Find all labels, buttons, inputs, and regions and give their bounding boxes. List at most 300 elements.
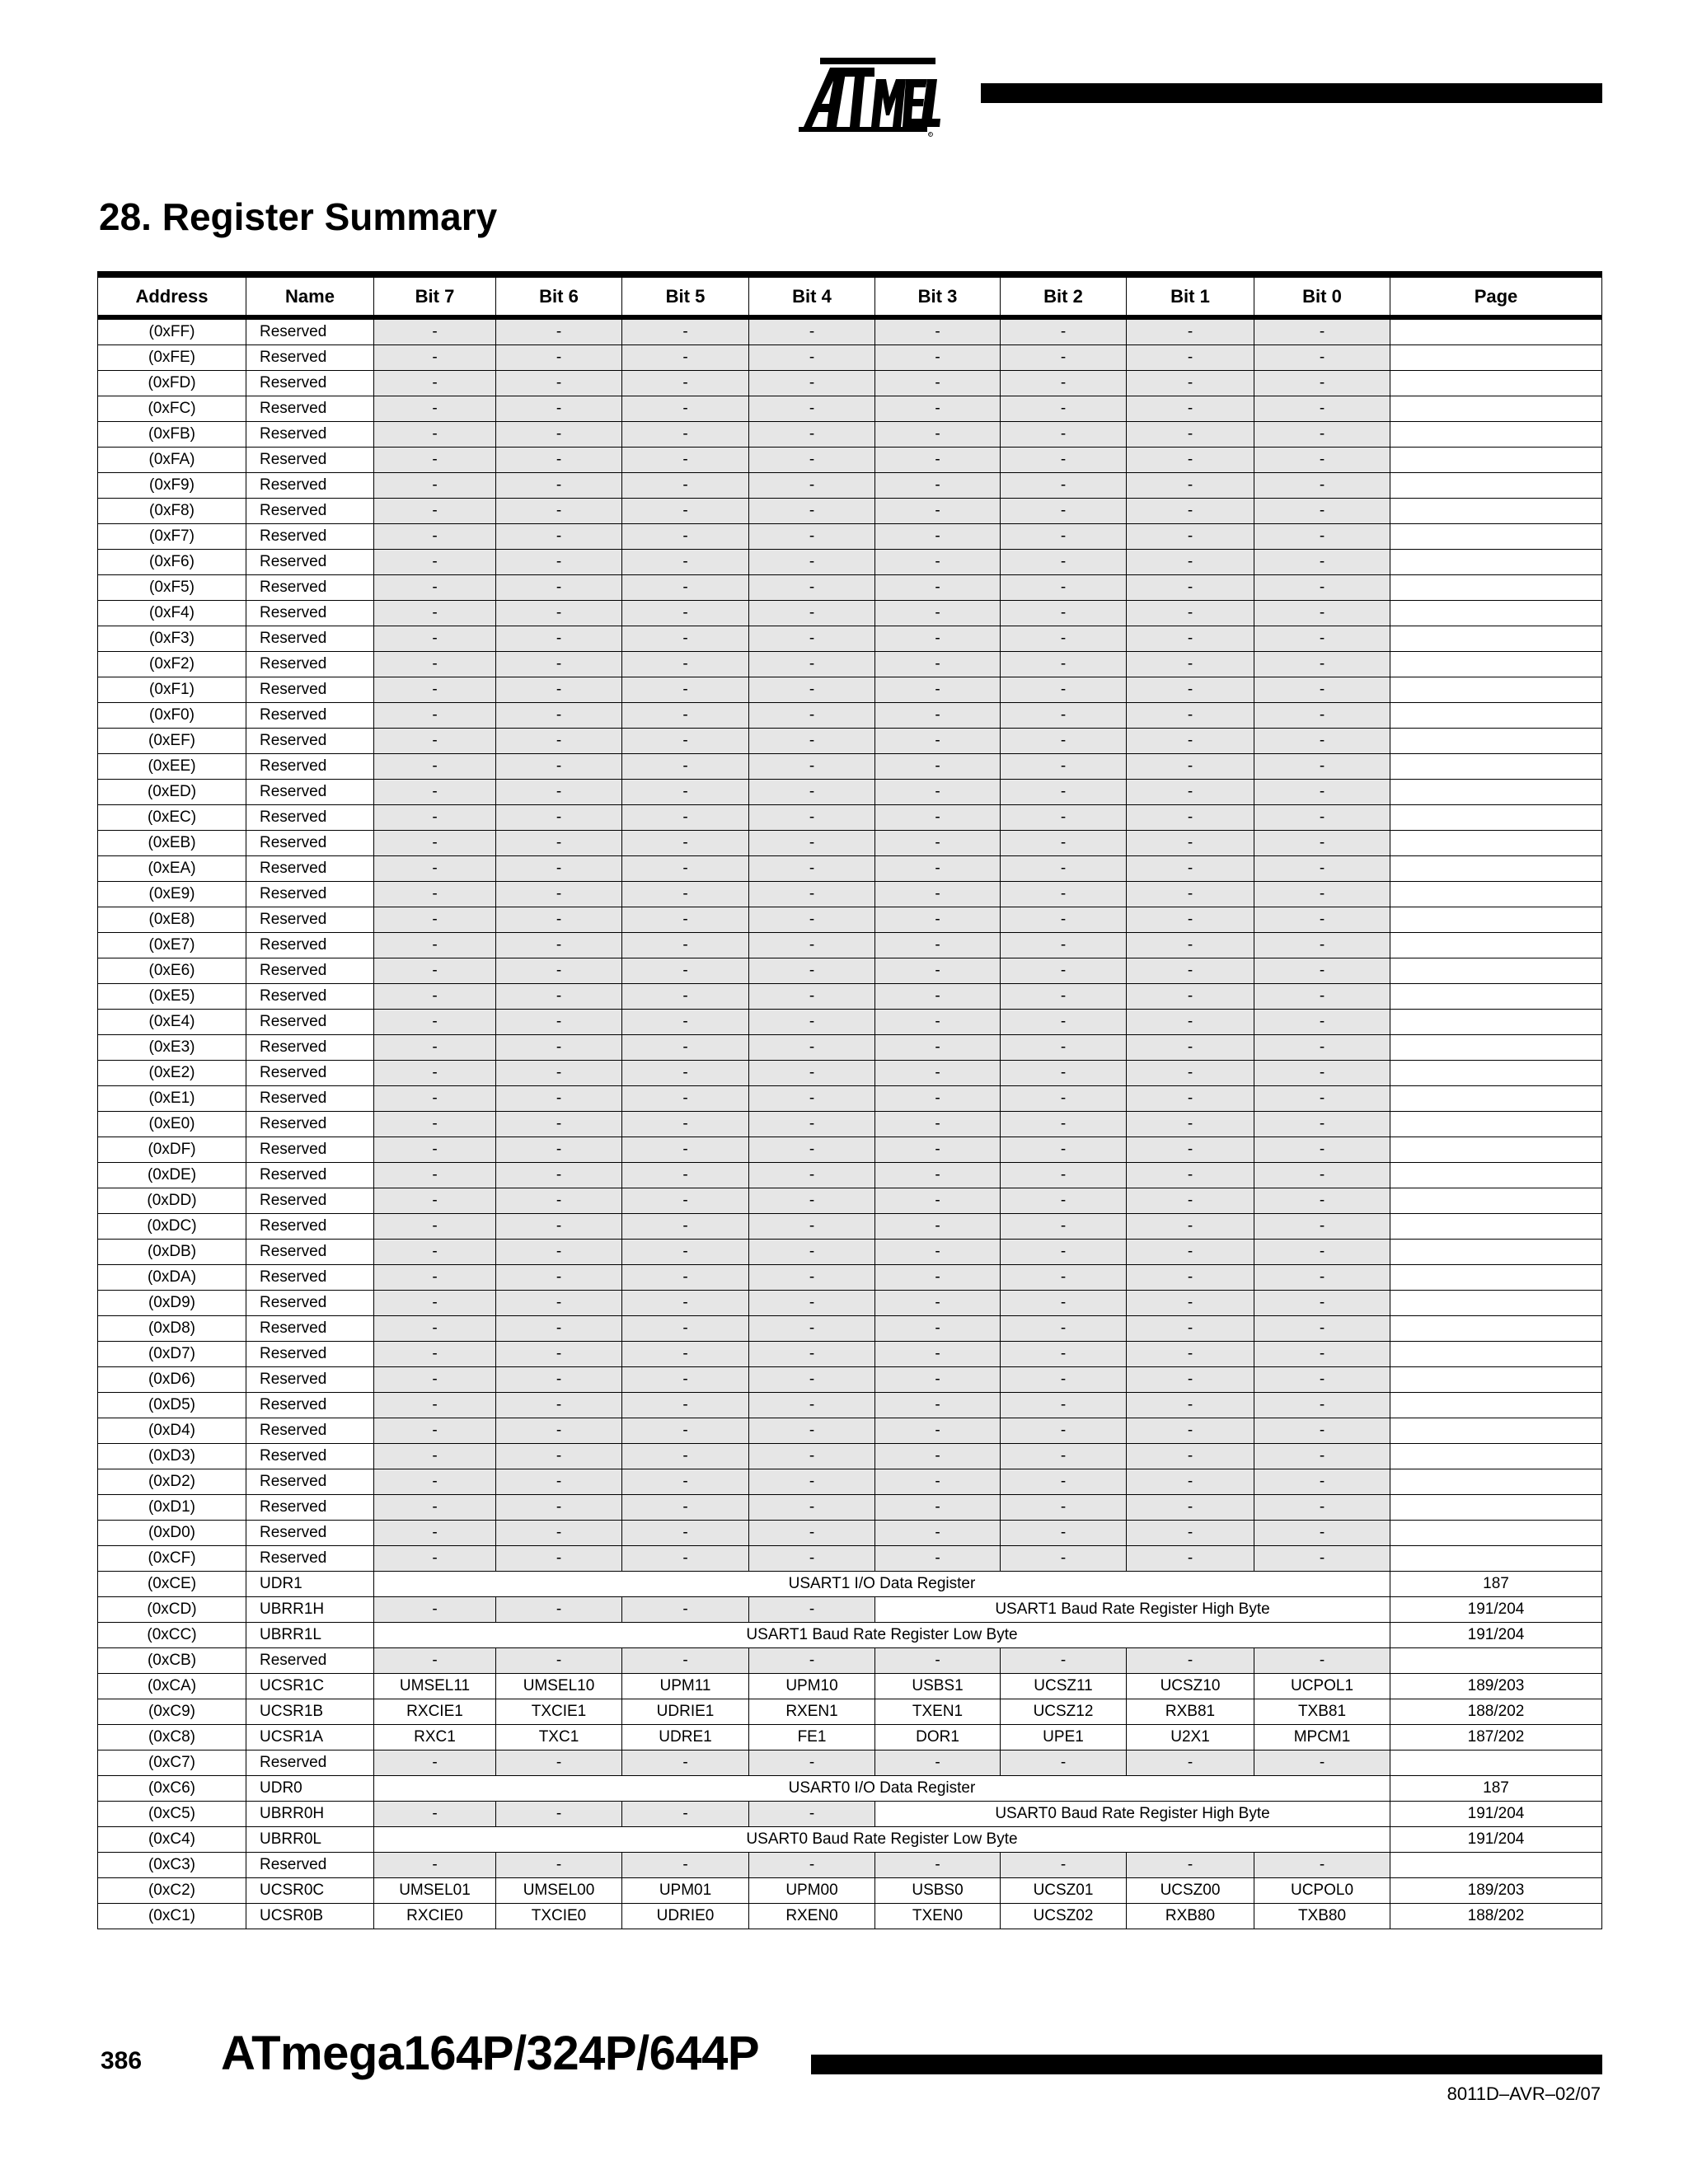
bit-cell: - — [622, 958, 749, 984]
address-cell: (0xEB) — [98, 831, 246, 856]
bit-cell: - — [1001, 448, 1127, 473]
bit-cell: - — [1001, 1418, 1127, 1444]
bit-cell: - — [374, 677, 496, 703]
bit-cell: - — [622, 345, 749, 371]
bit-cell: - — [1127, 1112, 1254, 1137]
address-cell: (0xFE) — [98, 345, 246, 371]
bit-cell: - — [374, 1240, 496, 1265]
bit-cell: - — [1001, 1469, 1127, 1495]
name-cell: Reserved — [246, 524, 374, 550]
bit-cell: - — [875, 1546, 1001, 1572]
bit-cell: - — [1127, 677, 1254, 703]
table-row — [98, 805, 1602, 831]
bit-cell: - — [1127, 345, 1254, 371]
table-row — [98, 1623, 1602, 1648]
address-cell: (0xDE) — [98, 1163, 246, 1188]
bit-cell: - — [1254, 1265, 1390, 1291]
bit-cell: - — [496, 882, 622, 907]
bit-cell: - — [1001, 1750, 1127, 1776]
bit-cell: - — [1001, 1316, 1127, 1342]
bit-cell: - — [1001, 958, 1127, 984]
address-cell: (0xE3) — [98, 1035, 246, 1061]
bit-cell: - — [749, 831, 875, 856]
bit-cell: UDRIE1 — [622, 1699, 749, 1725]
bit-cell: - — [875, 575, 1001, 601]
bit-cell: - — [1001, 729, 1127, 754]
bit-cell: - — [875, 550, 1001, 575]
bit-cell: - — [1254, 882, 1390, 907]
bit-cell: - — [1127, 550, 1254, 575]
address-cell: (0xD7) — [98, 1342, 246, 1367]
page-cell — [1390, 933, 1602, 958]
bit-cell: - — [374, 1444, 496, 1469]
bit-cell: - — [374, 317, 496, 345]
bit-cell: UCSZ10 — [1127, 1674, 1254, 1699]
name-cell: Reserved — [246, 317, 374, 345]
bit-cell: - — [749, 1495, 875, 1521]
bit-cell: - — [1254, 601, 1390, 626]
bit-cell: - — [1127, 1521, 1254, 1546]
bit-cell: - — [1127, 575, 1254, 601]
bit-cell: - — [1127, 524, 1254, 550]
bit-cell: - — [875, 1163, 1001, 1188]
bit-cell: - — [622, 882, 749, 907]
bit-cell: - — [1254, 575, 1390, 601]
bit-cell: - — [1254, 550, 1390, 575]
bit-cell: - — [1127, 448, 1254, 473]
bit-cell: - — [622, 1367, 749, 1393]
bit-cell: - — [749, 1316, 875, 1342]
bit-cell: - — [1001, 1648, 1127, 1674]
bit-cell: - — [1254, 473, 1390, 499]
name-cell: Reserved — [246, 882, 374, 907]
bit-cell: - — [622, 1648, 749, 1674]
bit-cell: - — [749, 729, 875, 754]
name-cell: Reserved — [246, 1086, 374, 1112]
page-cell — [1390, 1163, 1602, 1188]
bit-cell: - — [496, 1061, 622, 1086]
bit-cell: - — [749, 1853, 875, 1878]
table-row — [98, 1137, 1602, 1163]
table-row — [98, 396, 1602, 422]
name-cell: Reserved — [246, 1010, 374, 1035]
address-cell: (0xC1) — [98, 1904, 246, 1929]
table-row — [98, 1086, 1602, 1112]
address-cell: (0xC6) — [98, 1776, 246, 1802]
name-cell: UBRR0H — [246, 1802, 374, 1827]
name-cell: UBRR0L — [246, 1827, 374, 1853]
bit-cell: MPCM1 — [1254, 1725, 1390, 1750]
table-row — [98, 1240, 1602, 1265]
bit-cell: - — [1001, 601, 1127, 626]
bit-cell: - — [875, 1418, 1001, 1444]
bit-cell: - — [374, 1265, 496, 1291]
bit-cell: - — [749, 1546, 875, 1572]
address-cell: (0xFF) — [98, 317, 246, 345]
bit-cell: - — [1254, 780, 1390, 805]
bit-cell: - — [1127, 882, 1254, 907]
bit-cell: - — [1001, 1035, 1127, 1061]
bit-cell: - — [622, 1086, 749, 1112]
bit-cell: - — [1127, 396, 1254, 422]
table-row — [98, 754, 1602, 780]
address-cell: (0xE9) — [98, 882, 246, 907]
name-cell: Reserved — [246, 1418, 374, 1444]
bit-cell: - — [875, 831, 1001, 856]
address-cell: (0xF8) — [98, 499, 246, 524]
bit-cell: - — [622, 1418, 749, 1444]
page-cell — [1390, 1265, 1602, 1291]
table-row — [98, 1214, 1602, 1240]
page-cell: 191/204 — [1390, 1597, 1602, 1623]
name-cell: Reserved — [246, 1163, 374, 1188]
page-number: 386 — [101, 2047, 143, 2074]
column-header: Bit 0 — [1254, 274, 1390, 317]
table-row — [98, 958, 1602, 984]
table-row — [98, 1265, 1602, 1291]
bit-cell: - — [749, 601, 875, 626]
bit-cell: - — [622, 1393, 749, 1418]
bit-cell: - — [749, 1444, 875, 1469]
bit-cell: - — [622, 703, 749, 729]
bit-cell: - — [875, 422, 1001, 448]
name-cell: UCSR1C — [246, 1674, 374, 1699]
table-row — [98, 448, 1602, 473]
address-cell: (0xDB) — [98, 1240, 246, 1265]
bit-cell: - — [1254, 1648, 1390, 1674]
page-cell — [1390, 626, 1602, 652]
bit-cell: - — [875, 984, 1001, 1010]
bit-cell: - — [1127, 1265, 1254, 1291]
bit-cell: - — [622, 754, 749, 780]
bit-cell: - — [875, 1521, 1001, 1546]
bit-cell: - — [1001, 1188, 1127, 1214]
bit-cell: - — [875, 345, 1001, 371]
bit-cell: - — [496, 448, 622, 473]
bit-cell: - — [1254, 1469, 1390, 1495]
bit-cell: - — [749, 754, 875, 780]
bit-cell: - — [622, 1546, 749, 1572]
address-cell: (0xED) — [98, 780, 246, 805]
bit-cell: - — [622, 652, 749, 677]
address-cell: (0xD4) — [98, 1418, 246, 1444]
bit-cell: - — [622, 1137, 749, 1163]
bit-cell: - — [496, 1495, 622, 1521]
register-description-cell: USART0 I/O Data Register — [374, 1776, 1390, 1802]
table-row — [98, 1418, 1602, 1444]
bit-cell: UPM10 — [749, 1674, 875, 1699]
table-row — [98, 1853, 1602, 1878]
register-description-cell: USART0 Baud Rate Register Low Byte — [374, 1827, 1390, 1853]
bit-cell: - — [496, 856, 622, 882]
table-row — [98, 601, 1602, 626]
bit-cell: - — [875, 703, 1001, 729]
bit-cell: - — [1254, 448, 1390, 473]
atmel-logo — [779, 51, 944, 137]
bit-cell: - — [622, 1495, 749, 1521]
bit-cell: - — [496, 958, 622, 984]
bit-cell: - — [496, 1750, 622, 1776]
bit-cell: - — [374, 1010, 496, 1035]
bit-cell: - — [374, 652, 496, 677]
table-row — [98, 831, 1602, 856]
page-cell — [1390, 1086, 1602, 1112]
page-cell — [1390, 677, 1602, 703]
page-cell: 189/203 — [1390, 1674, 1602, 1699]
address-cell: (0xD5) — [98, 1393, 246, 1418]
address-cell: (0xD9) — [98, 1291, 246, 1316]
bit-cell: - — [1254, 1061, 1390, 1086]
bit-cell: - — [875, 754, 1001, 780]
name-cell: Reserved — [246, 805, 374, 831]
bit-cell: - — [1254, 1240, 1390, 1265]
bit-cell: - — [1001, 1495, 1127, 1521]
bit-cell: - — [622, 1444, 749, 1469]
bit-cell: UPM11 — [622, 1674, 749, 1699]
bit-cell: - — [875, 1035, 1001, 1061]
register-summary-table — [97, 271, 1602, 1929]
bit-cell: - — [496, 984, 622, 1010]
bit-cell: - — [875, 1188, 1001, 1214]
address-cell: (0xCB) — [98, 1648, 246, 1674]
bit-cell: - — [1127, 1188, 1254, 1214]
bit-cell: - — [496, 754, 622, 780]
bit-cell: - — [1127, 473, 1254, 499]
bit-cell: - — [496, 1291, 622, 1316]
bit-cell: - — [374, 524, 496, 550]
bit-cell: - — [496, 831, 622, 856]
name-cell: Reserved — [246, 1750, 374, 1776]
bit-cell: - — [1127, 1367, 1254, 1393]
page-cell — [1390, 473, 1602, 499]
bit-cell: - — [374, 448, 496, 473]
bit-cell: - — [622, 422, 749, 448]
address-cell: (0xE1) — [98, 1086, 246, 1112]
bit-cell: - — [374, 1469, 496, 1495]
bit-cell: - — [1127, 1137, 1254, 1163]
bit-cell: - — [622, 1291, 749, 1316]
bit-cell: - — [496, 1188, 622, 1214]
bit-cell: - — [496, 677, 622, 703]
bit-cell: - — [1254, 1521, 1390, 1546]
bit-cell: - — [1254, 805, 1390, 831]
bit-cell: - — [622, 1316, 749, 1342]
address-cell: (0xFB) — [98, 422, 246, 448]
name-cell: UCSR1A — [246, 1725, 374, 1750]
address-cell: (0xE4) — [98, 1010, 246, 1035]
address-cell: (0xF7) — [98, 524, 246, 550]
page-cell — [1390, 1546, 1602, 1572]
bit-cell: - — [1254, 1444, 1390, 1469]
name-cell: Reserved — [246, 1035, 374, 1061]
bit-cell: - — [1127, 422, 1254, 448]
page-cell — [1390, 1316, 1602, 1342]
name-cell: Reserved — [246, 1188, 374, 1214]
bit-cell: - — [496, 1367, 622, 1393]
bit-cell: - — [622, 1521, 749, 1546]
page-cell — [1390, 1010, 1602, 1035]
bit-cell: - — [1254, 1163, 1390, 1188]
name-cell: Reserved — [246, 626, 374, 652]
bit-cell: - — [496, 422, 622, 448]
table-row — [98, 1495, 1602, 1521]
name-cell: Reserved — [246, 1444, 374, 1469]
bit-cell: - — [875, 805, 1001, 831]
bit-cell: - — [1254, 1086, 1390, 1112]
bit-cell: - — [1254, 933, 1390, 958]
bit-cell: - — [1001, 473, 1127, 499]
bit-cell: RXB80 — [1127, 1904, 1254, 1929]
page-cell — [1390, 1521, 1602, 1546]
bit-cell: - — [749, 1035, 875, 1061]
bit-cell: - — [622, 1853, 749, 1878]
address-cell: (0xE0) — [98, 1112, 246, 1137]
bit-cell: - — [749, 1112, 875, 1137]
table-row — [98, 422, 1602, 448]
bit-cell: - — [496, 652, 622, 677]
bit-cell: - — [1001, 780, 1127, 805]
table-row — [98, 1469, 1602, 1495]
bit-cell: - — [749, 958, 875, 984]
bit-cell: - — [1127, 1393, 1254, 1418]
address-cell: (0xC4) — [98, 1827, 246, 1853]
column-header: Bit 5 — [622, 274, 749, 317]
bit-cell: RXB81 — [1127, 1699, 1254, 1725]
bit-cell: - — [496, 1010, 622, 1035]
bit-cell: - — [1001, 626, 1127, 652]
bit-cell: - — [1127, 601, 1254, 626]
bit-cell: - — [875, 652, 1001, 677]
bit-cell: - — [374, 1495, 496, 1521]
bit-cell: - — [1254, 396, 1390, 422]
table-row — [98, 652, 1602, 677]
page-cell: 187 — [1390, 1776, 1602, 1802]
bit-cell: - — [749, 1137, 875, 1163]
bit-cell: - — [749, 856, 875, 882]
bit-cell: - — [496, 524, 622, 550]
bit-cell: - — [1127, 1240, 1254, 1265]
name-cell: Reserved — [246, 958, 374, 984]
bit-cell: - — [1001, 933, 1127, 958]
bit-cell: - — [749, 448, 875, 473]
bit-cell: - — [374, 1188, 496, 1214]
address-cell: (0xF5) — [98, 575, 246, 601]
bit-cell: - — [1127, 703, 1254, 729]
bit-cell: - — [622, 1112, 749, 1137]
name-cell: Reserved — [246, 780, 374, 805]
bit-cell: - — [1254, 1342, 1390, 1367]
name-cell: Reserved — [246, 703, 374, 729]
page-cell — [1390, 1444, 1602, 1469]
name-cell: Reserved — [246, 499, 374, 524]
page-cell — [1390, 856, 1602, 882]
bit-cell: - — [1127, 652, 1254, 677]
name-cell: Reserved — [246, 448, 374, 473]
page-cell — [1390, 1342, 1602, 1367]
name-cell: Reserved — [246, 1061, 374, 1086]
name-cell: UCSR1B — [246, 1699, 374, 1725]
bit-cell: - — [1001, 856, 1127, 882]
name-cell: Reserved — [246, 473, 374, 499]
bit-cell: - — [622, 1597, 749, 1623]
bit-cell: - — [875, 958, 1001, 984]
bit-cell: RXCIE1 — [374, 1699, 496, 1725]
bit-cell: UCSZ11 — [1001, 1674, 1127, 1699]
bit-cell: - — [749, 1163, 875, 1188]
table-row — [98, 856, 1602, 882]
bit-cell: - — [875, 1316, 1001, 1342]
table-row — [98, 1546, 1602, 1572]
bit-cell: - — [749, 1188, 875, 1214]
address-cell: (0xD6) — [98, 1367, 246, 1393]
bit-cell: - — [496, 575, 622, 601]
bit-cell: - — [1254, 1750, 1390, 1776]
table-row — [98, 1572, 1602, 1597]
table-row — [98, 473, 1602, 499]
name-cell: Reserved — [246, 1546, 374, 1572]
bit-cell: - — [749, 345, 875, 371]
register-description-cell: USART0 Baud Rate Register High Byte — [875, 1802, 1390, 1827]
bit-cell: - — [1127, 626, 1254, 652]
bit-cell: - — [1254, 1188, 1390, 1214]
bit-cell: - — [875, 882, 1001, 907]
address-cell: (0xE7) — [98, 933, 246, 958]
name-cell: Reserved — [246, 1367, 374, 1393]
name-cell: Reserved — [246, 907, 374, 933]
bit-cell: - — [875, 499, 1001, 524]
column-header: Page — [1390, 274, 1602, 317]
name-cell: Reserved — [246, 1316, 374, 1342]
bit-cell: - — [1127, 907, 1254, 933]
bit-cell: - — [496, 1214, 622, 1240]
address-cell: (0xF9) — [98, 473, 246, 499]
bit-cell: - — [875, 524, 1001, 550]
bit-cell: - — [1254, 1112, 1390, 1137]
bit-cell: - — [1001, 1393, 1127, 1418]
name-cell: UBRR1H — [246, 1597, 374, 1623]
bit-cell: - — [1127, 1444, 1254, 1469]
page-cell: 188/202 — [1390, 1904, 1602, 1929]
bit-cell: - — [496, 396, 622, 422]
page-cell — [1390, 601, 1602, 626]
bit-cell: - — [1254, 1316, 1390, 1342]
bit-cell: - — [1254, 1010, 1390, 1035]
bit-cell: - — [1001, 371, 1127, 396]
bit-cell: - — [496, 1316, 622, 1342]
bit-cell: - — [1127, 1214, 1254, 1240]
table-row — [98, 907, 1602, 933]
bit-cell: - — [1001, 1061, 1127, 1086]
bit-cell: - — [622, 729, 749, 754]
bit-cell: TXB80 — [1254, 1904, 1390, 1929]
address-cell: (0xE6) — [98, 958, 246, 984]
page-cell — [1390, 448, 1602, 473]
bit-cell: - — [1001, 345, 1127, 371]
table-row — [98, 1393, 1602, 1418]
bit-cell: - — [875, 1214, 1001, 1240]
bit-cell: - — [622, 396, 749, 422]
table-row — [98, 677, 1602, 703]
bit-cell: - — [1001, 831, 1127, 856]
name-cell: Reserved — [246, 729, 374, 754]
bit-cell: - — [374, 1597, 496, 1623]
name-cell: Reserved — [246, 1393, 374, 1418]
bit-cell: - — [496, 1112, 622, 1137]
name-cell: Reserved — [246, 677, 374, 703]
table-row — [98, 1316, 1602, 1342]
bit-cell: - — [496, 1418, 622, 1444]
page-cell: 191/204 — [1390, 1802, 1602, 1827]
